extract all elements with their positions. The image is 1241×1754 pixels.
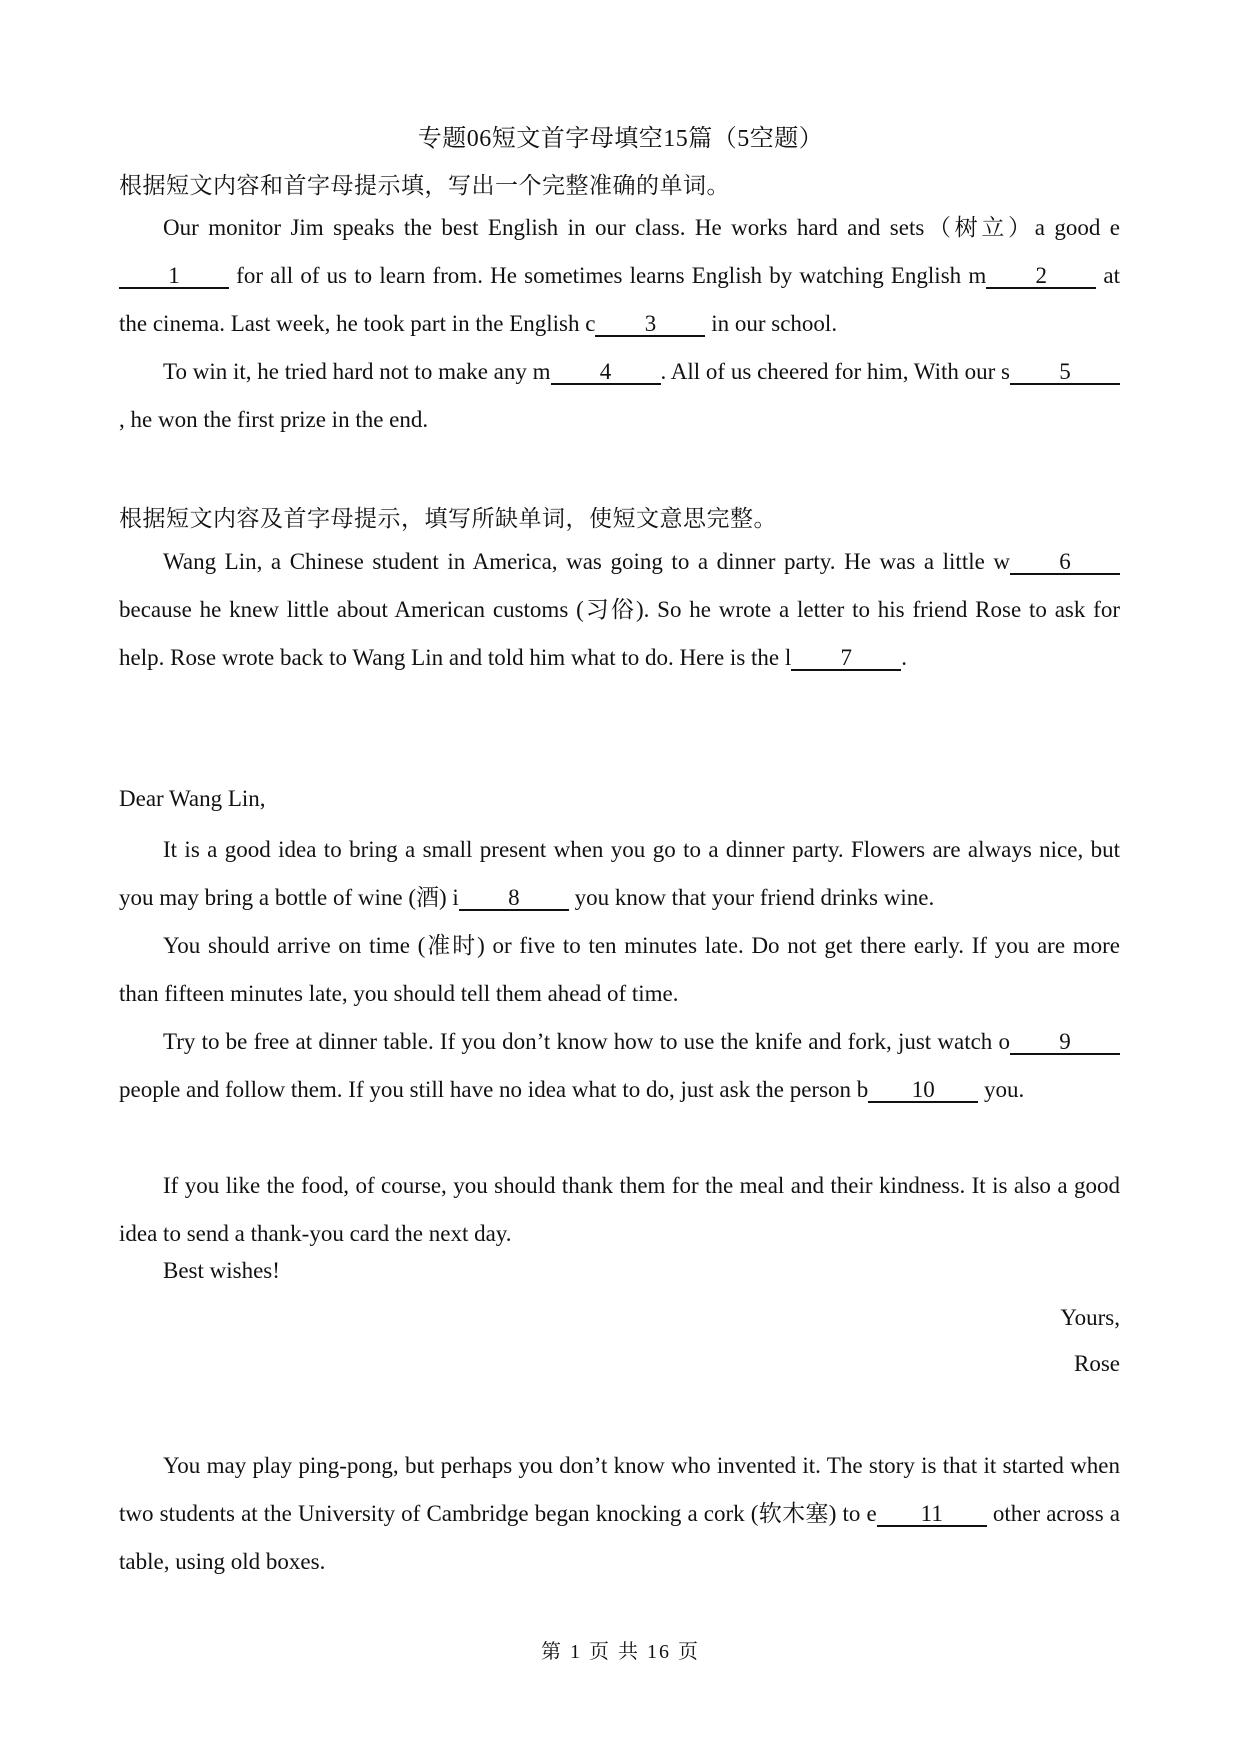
text: people and follow them. If you still have no idea what to do, just ask the person b	[119, 1077, 869, 1102]
text: other across a table, using old boxes.	[119, 1501, 1120, 1574]
passage2-instruction: 根据短文内容及首字母提示，填写所缺单词，使短文意思完整。	[119, 506, 777, 532]
blank-4: 4	[551, 361, 661, 385]
blank-5: 5	[1010, 361, 1120, 385]
blank-8: 8	[459, 887, 569, 911]
text: It is a good idea to bring a small present when you go to a dinner party. Flowers are always nice, but you may bring a bottle of wine (酒) i	[119, 837, 1120, 910]
letter-closing: Best wishes!	[163, 1258, 280, 1283]
letter-signature: Rose	[1074, 1351, 1120, 1376]
blank-2: 2	[986, 265, 1096, 289]
blank-3: 3	[595, 313, 705, 337]
page-title: 专题06短文首字母填空15篇（5空题）	[417, 126, 824, 152]
letter-salutation: Dear Wang Lin,	[119, 786, 266, 811]
letter-paragraph-3	[119, 1018, 1120, 1114]
letter-paragraph-2: You should arrive on time (准时) or five to ten minutes late. Do not get there early. If you are more than fifteen minutes late, you should tell them ahead of time.	[119, 933, 1120, 1006]
blank-9: 9	[1010, 1031, 1120, 1055]
text: for all of us to learn from. He sometimes learns English by watching English m	[229, 263, 987, 288]
text: Wang Lin, a Chinese student in America, was going to a dinner party. He was a little w	[163, 549, 1010, 574]
text: , he won the first prize in the end.	[119, 407, 429, 432]
blank-10: 10	[868, 1079, 978, 1103]
text: you.	[978, 1077, 1025, 1102]
text: . All of us cheered for him, With our s	[660, 359, 1010, 384]
passage1-paragraph-2	[119, 348, 1120, 444]
text: in our school.	[705, 311, 838, 336]
blank-11: 11	[877, 1503, 987, 1527]
text: .	[901, 645, 908, 670]
text: To win it, he tried hard not to make any m	[163, 359, 551, 384]
passage3-paragraph-1	[119, 1442, 1120, 1586]
letter-yours: Yours,	[1060, 1305, 1120, 1330]
passage1-paragraph-1	[119, 204, 1120, 348]
passage1-instruction: 根据短文内容和首字母提示填，写出一个完整准确的单词。	[119, 173, 730, 199]
letter-paragraph-1	[119, 826, 1120, 922]
passage2-paragraph-1	[119, 538, 1120, 682]
text: because he knew little about American customs (习俗). So he wrote a letter to his friend Rose to ask for help. Rose wrote back to Wang Lin and told him what to do. Here is the l	[119, 597, 1120, 670]
text: Try to be free at dinner table. If you don’t know how to use the knife and fork, just watch o	[163, 1029, 1010, 1054]
page-footer: 第 1 页 共 16 页	[541, 1641, 700, 1663]
text: at the cinema. Last week, he took part in the English c	[119, 263, 1120, 336]
text: you know that your friend drinks wine.	[568, 885, 935, 910]
text: Our monitor Jim speaks the best English in our class. He works hard and sets（树立）a good e	[163, 215, 1120, 240]
blank-7: 7	[791, 647, 901, 671]
blank-6: 6	[1010, 551, 1120, 575]
blank-1: 1	[119, 265, 229, 289]
letter-paragraph-4: If you like the food, of course, you should thank them for the meal and their kindness. It is also a good idea to send a thank-you card the next day.	[119, 1173, 1120, 1246]
text: You may play ping-pong, but perhaps you don’t know who invented it. The story is that it started when two students at the University of Cambridge began knocking a cork (软木塞) to e	[119, 1453, 1120, 1526]
